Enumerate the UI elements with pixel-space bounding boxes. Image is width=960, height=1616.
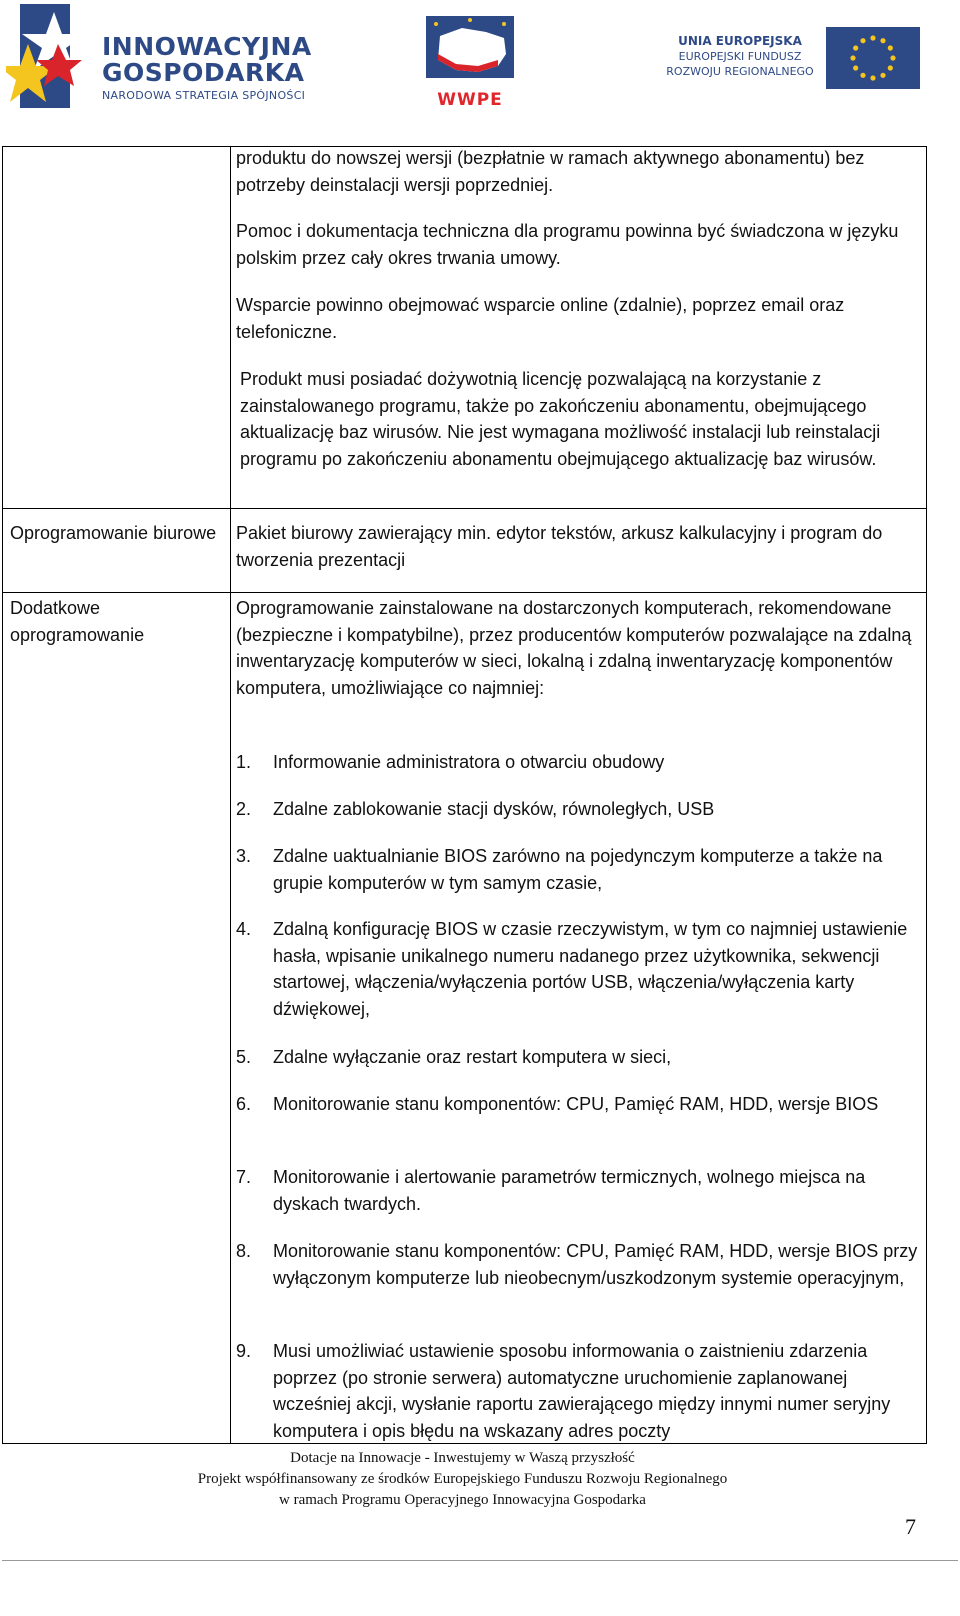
row2-label: Oprogramowanie biurowe: [10, 523, 217, 543]
page-header: [0, 0, 960, 120]
table-border-left: [2, 146, 3, 1444]
list-item-number: 5.: [236, 1047, 252, 1067]
eu-star-icon: [850, 55, 855, 60]
logo-line-1: INNOWACYJNA: [102, 32, 312, 61]
list-item-number: 3.: [236, 846, 252, 866]
footer-line-3: w ramach Programu Operacyjnego Innowacyjna Gospodarka: [279, 1492, 646, 1508]
wwpe-logo: [420, 14, 520, 110]
eu-star-icon: [880, 38, 885, 43]
eu-line-1: UNIA EUROPEJSKA: [678, 34, 802, 48]
list-item-text: Zdalne zablokowanie stacji dysków, równoległych, USB: [273, 799, 715, 819]
eu-star-icon: [880, 73, 885, 78]
footer-line-1: Dotacje na Innowacje - Inwestujemy w Waszą przyszłość: [290, 1450, 635, 1466]
list-item-text: Monitorowanie i alertowanie parametrów termicznych, wolnego miejsca na dyskach twardych.: [273, 1167, 866, 1214]
list-item-text: Zdalne wyłączanie oraz restart komputera w sieci,: [273, 1047, 672, 1067]
list-item-text: Informowanie administratora o otwarciu obudowy: [273, 752, 665, 772]
list-item-number: 6.: [236, 1094, 252, 1114]
row2-text: Pakiet biurowy zawierający min. edytor tekstów, arkusz kalkulacyjny i program do tworzenia prezentacji: [236, 523, 883, 570]
eu-star-icon: [870, 75, 875, 80]
footer-line-2: Projekt współfinansowany ze środków Europejskiego Funduszu Rozwoju Regionalnego: [197, 1471, 728, 1487]
logo-line-2: GOSPODARKA: [102, 58, 305, 87]
list-item-text: Monitorowanie stanu komponentów: CPU, Pamięć RAM, HDD, wersje BIOS: [273, 1094, 879, 1114]
wwpe-text: WWPE: [437, 90, 503, 110]
eu-line-3: ROZWOJU REGIONALNEGO: [666, 65, 814, 78]
row1-paragraph-1: produktu do nowszej wersji (bezpłatnie w ramach aktywnego abonamentu) bez potrzeby deinstalacji wersji poprzedniej.: [236, 148, 865, 195]
row1-paragraph-4: Produkt musi posiadać dożywotnią licencję pozwalającą na korzystanie z zainstalowanego programu, także po zakończeniu abonamentu, obejmującego aktualizację baz wirusów. Nie jest wymagana możliwość instalacji lub reinstalacji programu po zakończeniu abonamentu obejmującego aktualizację baz wirusów.: [240, 369, 881, 469]
star-emblem-icon: [6, 4, 98, 108]
eu-star-icon: [888, 45, 893, 50]
eu-flag-icon: [826, 27, 920, 89]
page-number: 7: [905, 1514, 916, 1539]
list-item-number: 9.: [236, 1341, 252, 1361]
row1-paragraph-3: Wsparcie powinno obejmować wsparcie online (zdalnie), poprzez email oraz telefoniczne.: [236, 295, 845, 342]
footer-rule: [2, 1560, 958, 1561]
row3-label: Dodatkowe oprogramowanie: [10, 598, 145, 645]
eu-star-icon: [853, 65, 858, 70]
eu-star-icon: [860, 73, 865, 78]
innowacyjna-gospodarka-logo: [6, 4, 336, 108]
eu-star-icon: [853, 45, 858, 50]
row3-intro: Oprogramowanie zainstalowane na dostarczonych komputerach, rekomendowane (bezpieczne i kompatybilne), przez producentów komputerów pozwalające na zdalną inwentaryzację komputerów w sieci, lokalną i zdalną inwentaryzację komponentów komputera, umożliwiające co najmniej:: [236, 598, 912, 698]
eu-star-icon: [888, 65, 893, 70]
eu-star-icon: [890, 55, 895, 60]
row-divider-2: [2, 592, 927, 593]
list-item-text: Monitorowanie stanu komponentów: CPU, Pamięć RAM, HDD, wersje BIOS przy wyłączonym komputerze lub nieobecnym/uszkodzonym systemie operacyjnym,: [273, 1241, 918, 1288]
eu-star-icon: [860, 38, 865, 43]
list-item-number: 1.: [236, 752, 252, 772]
list-item-number: 8.: [236, 1241, 252, 1261]
table-column-divider: [230, 146, 231, 1444]
list-item-text: Zdalne uaktualnianie BIOS zarówno na pojedynczym komputerze a także na grupie komputerów w tym samym czasie,: [273, 846, 883, 893]
eu-logo: [660, 22, 924, 92]
logo-line-3: NARODOWA STRATEGIA SPÓJNOŚCI: [102, 89, 306, 102]
list-item-number: 2.: [236, 799, 252, 819]
table-border-right: [926, 146, 927, 1444]
list-item-text: Musi umożliwiać ustawienie sposobu informowania o zaistnieniu zdarzenia poprzez (po stronie serwera) automatyczne uruchomienie zaplanowanej wcześniej akcji, wysłanie raportu zawierającego między innymi numer seryjny komputera i opis błędu na wskazany adres poczty: [273, 1341, 891, 1441]
list-item-text: Zdalną konfigurację BIOS w czasie rzeczywistym, w tym co najmniej ustawienie hasła, wpisanie unikalnego numeru nadanego przez użytkownika, sekwencji startowej, włączenia/wyłączenia portów USB, włączenia/wyłączenia karty dźwiękowej,: [273, 919, 908, 1019]
eu-star-icon: [870, 35, 875, 40]
list-item-number: 4.: [236, 919, 252, 939]
list-item-number: 7.: [236, 1167, 252, 1187]
poland-map-icon: [420, 14, 520, 90]
row1-paragraph-2: Pomoc i dokumentacja techniczna dla programu powinna być świadczona w języku polskim przez cały okres trwania umowy.: [236, 221, 899, 268]
eu-line-2: EUROPEJSKI FUNDUSZ: [678, 50, 802, 63]
row-divider-1: [2, 508, 927, 509]
